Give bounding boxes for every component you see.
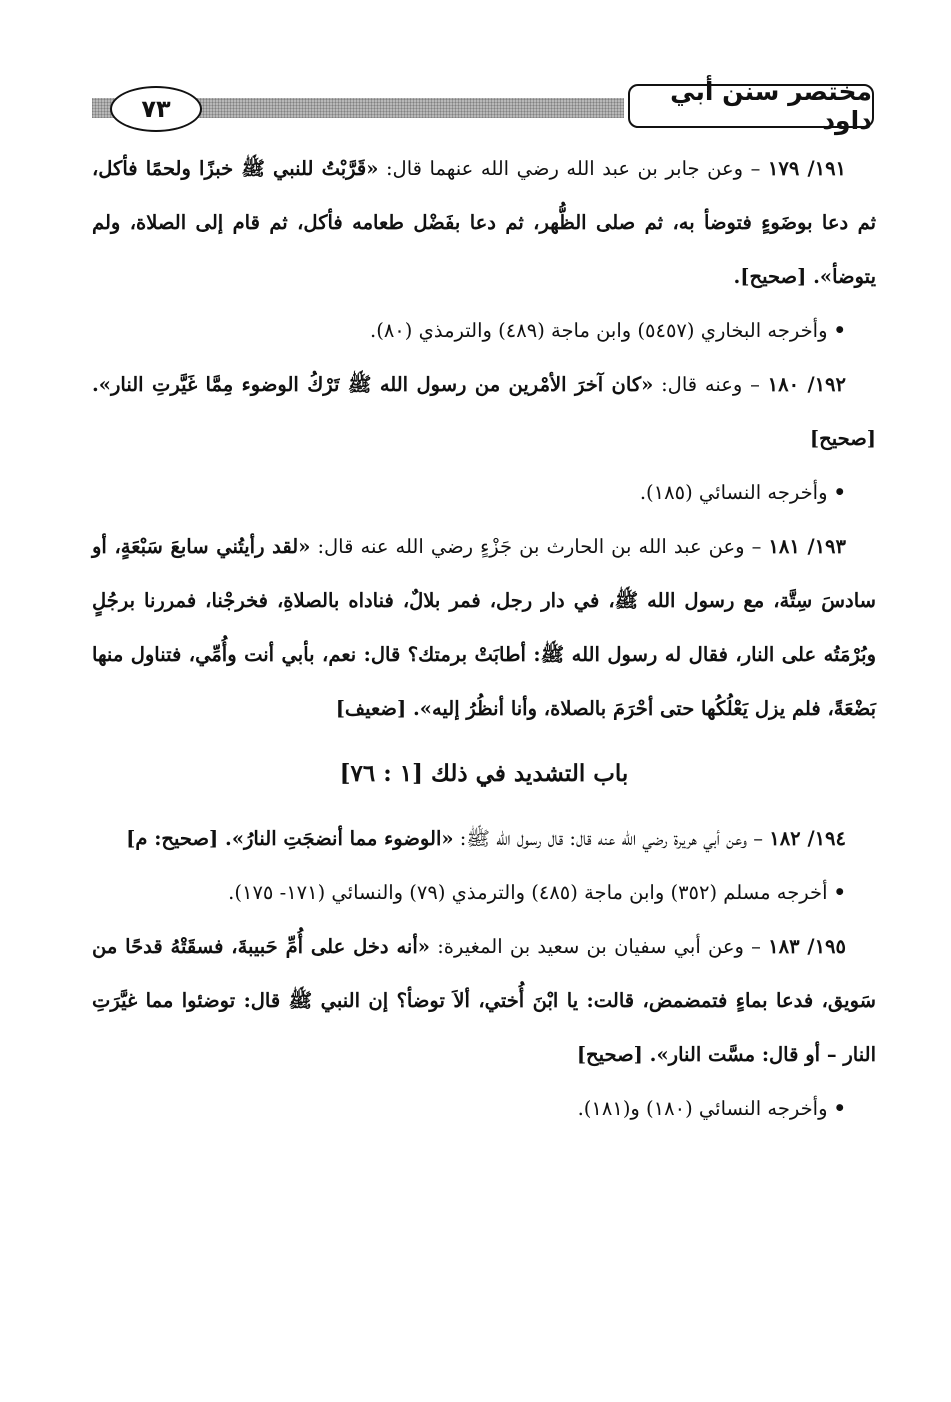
hadith-number: ١٩٥/ ١٨٣ [768,935,846,958]
hadith-text: «أنه دخل على أُمِّ حَبيبةَ، فسقَتْهُ قدحًا من سَويق، فدعا بماءٍ فتمضمض، قالت: يا ابْنَ أُختي، ألاَ توضأ؟ إن النبي ﷺ قال: توضئوا مما غيَّرَتِ النار – أو قال: مسَّت النار». [صحيح] [92,935,876,1066]
hadith-number: ١٩١/ ١٧٩ [767,157,847,180]
bullet-icon: • [833,481,846,504]
hadith-194-reference [92,866,876,920]
page-number: ٧٣ [110,86,202,132]
reference-text: وأخرجه النسائي (١٨٠) و(١٨١). [577,1097,828,1120]
bullet-icon: • [833,881,846,904]
hadith-text: «الوضوء مما أنضجَتِ النارُ». [صحيح: م] [126,827,454,850]
hadith-intro: – وعن عبد الله بن الحارث بن جَزْءٍ رضي الله عنه قال: [310,535,769,558]
hadith-intro: – وعن أبي سفيان بن سعيد بن المغيرة: [429,935,769,958]
book-title: مختصر سنن أبي داود [628,84,874,128]
reference-text: وأخرجه البخاري (٥٤٥٧) وابن ماجة (٤٨٩) والترمذي (٨٠). [370,319,828,342]
hadith-number: ١٩٤/ ١٨٢ [769,827,846,850]
hadith-intro: – وعن أبي هريرة رضي الله عنه قال: قال رسول الله ﷺ: [453,827,770,850]
hadith-195-reference [92,1082,876,1136]
hadith-text: «كان آخرَ الأمْرين من رسول الله ﷺ تَرْكُ الوضوء مِمَّا غَيَّرتِ النار». [صحيح] [92,373,876,450]
hadith-text: «قَرَّبْتُ للنبي ﷺ خبزًا ولحمًا فأكل، ثم دعا بوضَوءٍ فتوضأ به، ثم صلى الظُّهر، ثم دعا بفَضْل طعامه فأكل، ثم قام إلى الصلاة، ولم يتوضأ». [صحيح]. [92,157,876,288]
hadith-192-reference [92,466,876,520]
hadith-191 [92,142,876,304]
bullet-icon: • [833,319,846,342]
hadith-192 [92,358,876,466]
hadith-194 [92,812,876,866]
page-header [92,77,874,135]
hadith-intro: – وعن جابر بن عبد الله رضي الله عنهما قال: [378,157,768,180]
hadith-195 [92,920,876,1082]
reference-text: أخرجه مسلم (٣٥٢) وابن ماجة (٤٨٥) والترمذي (٧٩) والنسائي (١٧١- ١٧٥). [228,881,828,904]
bullet-icon: • [833,1097,846,1120]
hadith-number: ١٩٢/ ١٨٠ [767,373,846,396]
reference-text: وأخرجه النسائي (١٨٥). [639,481,828,504]
hadith-number: ١٩٣/ ١٨١ [768,535,846,558]
page-content [92,142,876,1136]
hadith-text: «لقد رأيتُني سابعَ سَبْعَةٍ، أو سادسَ سِتَّة، مع رسول الله ﷺ، في دار رجل، فمر بلالٌ، فناداه بالصلاةِ، فخرجْنا، فمررنا برجُلٍ وبُرْمَتُه على النار، فقال له رسول الله ﷺ: أطابَتْ برمتك؟ قال: نعم، بأبي أنت وأُمِّي، فتناول منها بَضْعَةً، فلم يزل يَعْلُكُها حتى أحْرَمَ بالصلاة، وأنا أنظُرُ إليه». [ضعيف] [92,535,876,720]
hadith-intro: – وعنه قال: [653,373,768,396]
chapter-heading: باب التشديد في ذلك [١ : ٧٦] [339,760,629,787]
hadith-193 [92,520,876,736]
hadith-191-reference [92,304,876,358]
